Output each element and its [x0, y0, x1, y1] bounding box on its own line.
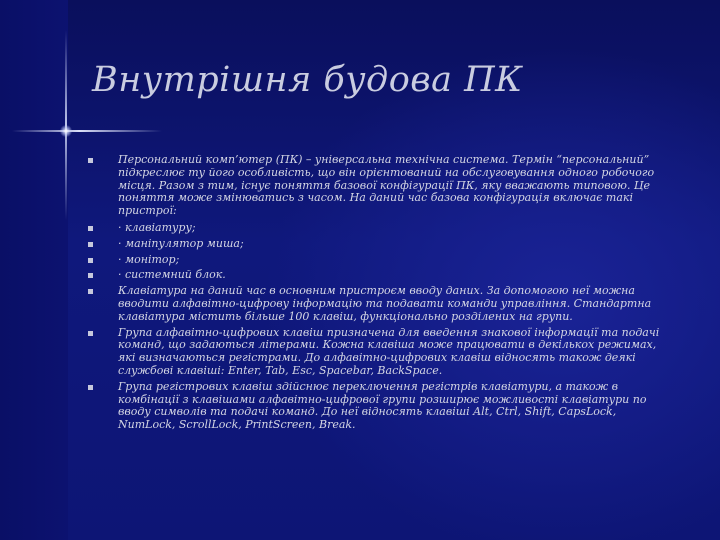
- list-item: [88, 154, 666, 218]
- square-bullet-icon: [88, 385, 93, 390]
- list-item-text: Група алфавітно-цифрових клавіш призначена для введення знакової інформації та подачі команд, що задаються літерами. Кожна клавіша може працювати в декількох режимах, які визначаються регістрами. До алфавітно-цифрових клавіш відносять також деякі службові клавіші: Enter, Tab, Esc, Spacebar, BackSpace.: [118, 325, 660, 377]
- list-item: [88, 222, 666, 235]
- square-bullet-icon: [88, 273, 93, 278]
- left-band: [0, 0, 68, 540]
- square-bullet-icon: [88, 226, 93, 231]
- list-item-text: Клавіатура на даний час в основним пристроєм вводу даних. За допомогою неї можна вводити алфавітно-цифрову інформацію та подавати команди управління. Стандартна клавіатура містить більше 100 клавіш, функціонально розділених на групи.: [118, 284, 652, 323]
- square-bullet-icon: [88, 289, 93, 294]
- list-item: [88, 254, 666, 267]
- list-item: [88, 327, 666, 378]
- list-item: [88, 381, 666, 432]
- list-item: [88, 238, 666, 251]
- bullet-list: [88, 154, 666, 432]
- slide-title: Внутрішня будова ПК: [92, 60, 523, 100]
- list-item-text: Персональний комп’ютер (ПК) – універсальна технічна система. Термін “персональний” підкреслює ту його особливість, що він орієнтований на обслуговування одного робочого місця. Разом з тим, існує поняття базової конфігурації ПК, яку вважають типовою. Це поняття може змінюватись з часом. На даний час базова конфігурація включає такі пристрої:: [118, 153, 655, 218]
- list-item: [88, 269, 666, 282]
- sparkle-horizontal-line: [12, 130, 162, 132]
- square-bullet-icon: [88, 258, 93, 263]
- list-item-text: · системний блок.: [118, 268, 226, 282]
- list-item-text: · клавіатуру;: [118, 220, 196, 234]
- list-item-text: · монітор;: [118, 252, 180, 266]
- sparkle-star-icon: [60, 125, 72, 137]
- list-item: [88, 285, 666, 323]
- list-item-text: · маніпулятор миша;: [118, 236, 244, 250]
- square-bullet-icon: [88, 331, 93, 336]
- square-bullet-icon: [88, 242, 93, 247]
- square-bullet-icon: [88, 158, 93, 163]
- list-item-text: Група регістрових клавіш здійснює переключення регістрів клавіатури, а також в комбінації з клавішами алфавітно-цифрової групи розширює можливості клавіатури по вводу символів та подачі команд. До неї відносять клавіші Alt, Ctrl, Shift, CapsLock, NumLock, ScrollLock, PrintScreen, Break.: [118, 379, 647, 432]
